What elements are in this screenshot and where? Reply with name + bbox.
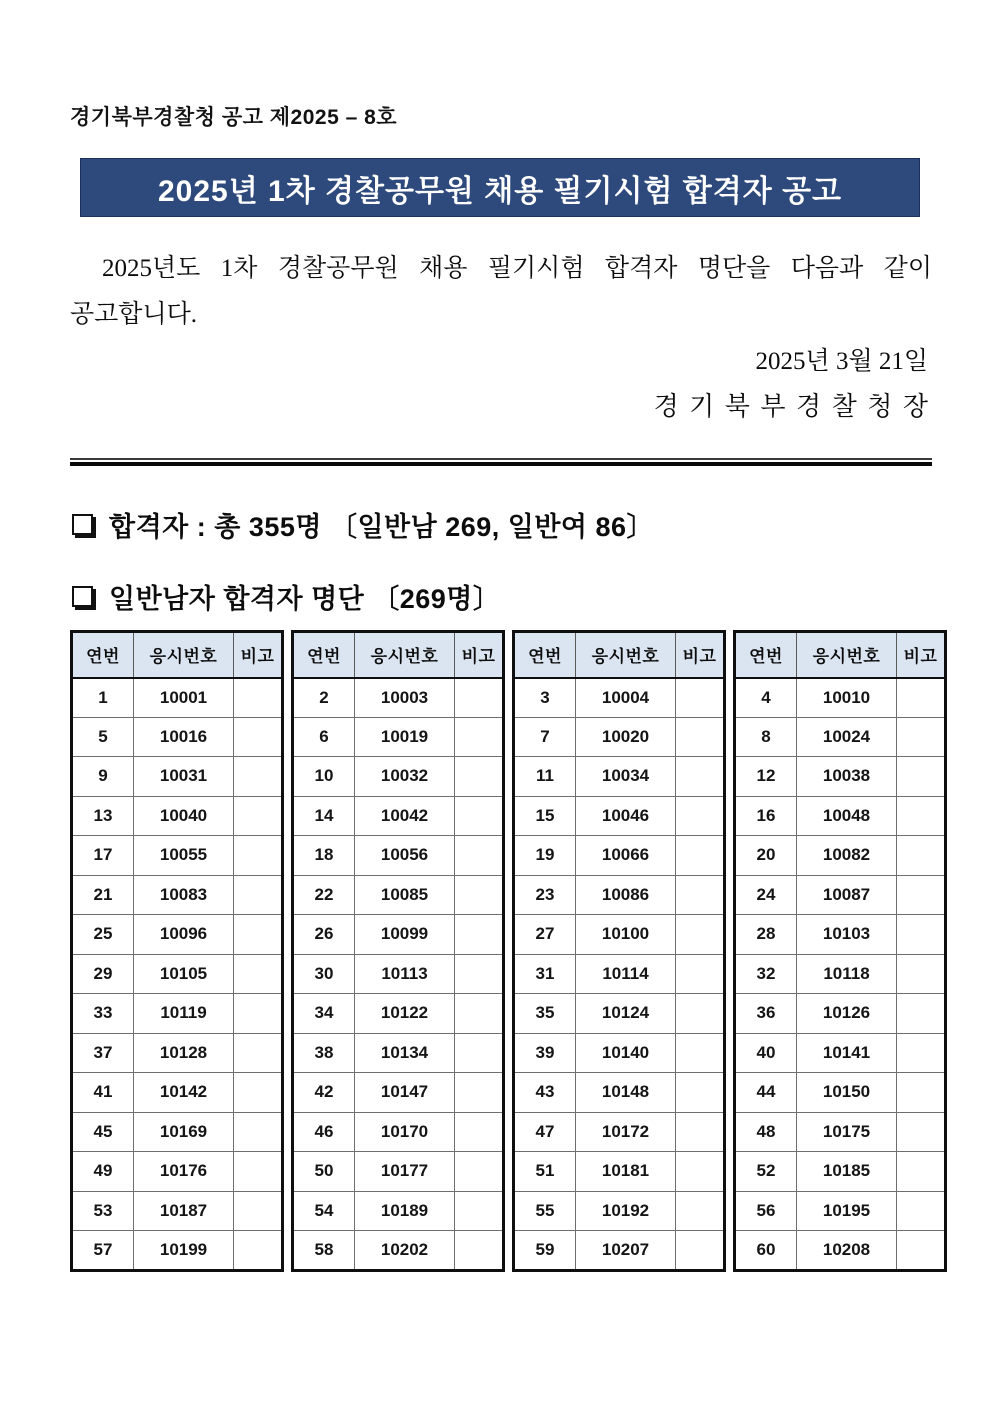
cell-serial: 58 [293,1231,355,1271]
cell-note [897,994,946,1034]
cell-exam-number: 10126 [797,994,897,1034]
cell-note [234,1191,283,1231]
cell-exam-number: 10195 [797,1191,897,1231]
cell-exam-number: 10114 [576,954,676,994]
cell-exam-number: 10087 [797,875,897,915]
cell-note [234,1231,283,1271]
cell-note [897,1191,946,1231]
cell-exam-number: 10177 [355,1152,455,1192]
cell-exam-number: 10031 [134,757,234,797]
cell-note [676,717,725,757]
cell-serial: 3 [514,678,576,718]
cell-exam-number: 10086 [576,875,676,915]
cell-note [234,1073,283,1113]
table-header-row [514,632,725,678]
table-row [735,954,946,994]
summary-heading: 합격자 : 총 355명 〔일반남 269, 일반여 86〕 [109,512,655,542]
table-row [735,1191,946,1231]
cell-serial: 24 [735,875,797,915]
cell-note [455,1033,504,1073]
summary-heading-row [72,505,654,544]
table-row [514,796,725,836]
cell-note [234,796,283,836]
signer-line: 경 기 북 부 경 찰 청 장 [653,392,930,421]
cell-exam-number: 10085 [355,875,455,915]
table-row [293,954,504,994]
cell-exam-number: 10010 [797,678,897,718]
cell-exam-number: 10019 [355,717,455,757]
table-row [293,757,504,797]
cell-serial: 52 [735,1152,797,1192]
cell-exam-number: 10141 [797,1033,897,1073]
cell-note [455,875,504,915]
results-table-group-1 [70,630,284,1272]
cell-exam-number: 10128 [134,1033,234,1073]
table-row [72,994,283,1034]
cell-serial: 2 [293,678,355,718]
table-row [72,757,283,797]
cell-note [897,678,946,718]
cell-note [234,757,283,797]
cell-note [897,915,946,955]
cell-note [897,954,946,994]
cell-note [234,1152,283,1192]
cell-exam-number: 10122 [355,994,455,1034]
divider-thick-line [70,462,932,466]
cell-note [455,836,504,876]
cell-serial: 34 [293,994,355,1034]
cell-exam-number: 10004 [576,678,676,718]
table-row [735,796,946,836]
cell-exam-number: 10199 [134,1231,234,1271]
cell-note [676,1231,725,1271]
cell-serial: 16 [735,796,797,836]
table-row [514,1112,725,1152]
cell-note [676,678,725,718]
cell-exam-number: 10066 [576,836,676,876]
table-row [72,1152,283,1192]
cell-serial: 41 [72,1073,134,1113]
cell-note [234,836,283,876]
cell-serial: 1 [72,678,134,718]
cell-note [676,1073,725,1113]
cell-serial: 59 [514,1231,576,1271]
cell-note [676,1033,725,1073]
cell-note [897,836,946,876]
cell-exam-number: 10140 [576,1033,676,1073]
cell-note [676,994,725,1034]
cell-exam-number: 10042 [355,796,455,836]
cell-exam-number: 10113 [355,954,455,994]
cell-serial: 6 [293,717,355,757]
cell-exam-number: 10034 [576,757,676,797]
cell-note [676,757,725,797]
table-row [293,1152,504,1192]
cell-exam-number: 10148 [576,1073,676,1113]
cell-exam-number: 10096 [134,915,234,955]
cell-exam-number: 10134 [355,1033,455,1073]
cell-note [234,915,283,955]
square-bullet-icon [72,514,93,535]
cell-exam-number: 10208 [797,1231,897,1271]
cell-note [455,678,504,718]
table-row [735,678,946,718]
cell-note [676,1191,725,1231]
table-row [514,875,725,915]
cell-exam-number: 10024 [797,717,897,757]
list-heading-row [72,577,500,616]
cell-serial: 55 [514,1191,576,1231]
table-row [293,1073,504,1113]
table-row [293,1033,504,1073]
cell-note [897,875,946,915]
table-row [735,994,946,1034]
cell-exam-number: 10016 [134,717,234,757]
cell-exam-number: 10103 [797,915,897,955]
cell-exam-number: 10001 [134,678,234,718]
cell-serial: 30 [293,954,355,994]
cell-serial: 48 [735,1112,797,1152]
table-row [72,954,283,994]
table-row [72,915,283,955]
cell-note [455,1152,504,1192]
cell-serial: 9 [72,757,134,797]
cell-serial: 13 [72,796,134,836]
table-header-cell: 연번 [735,632,797,678]
cell-exam-number: 10169 [134,1112,234,1152]
doc-number: 경기북부경찰청 공고 제2025 – 8호 [70,106,398,129]
table-row [72,717,283,757]
table-header-cell: 연번 [293,632,355,678]
cell-serial: 39 [514,1033,576,1073]
table-row [293,994,504,1034]
results-table-group-3 [512,630,726,1272]
cell-serial: 14 [293,796,355,836]
cell-note [455,915,504,955]
cell-exam-number: 10020 [576,717,676,757]
cell-note [455,757,504,797]
cell-serial: 25 [72,915,134,955]
table-header-cell: 응시번호 [797,632,897,678]
cell-note [897,1033,946,1073]
table-header-cell: 비고 [234,632,283,678]
cell-note [234,1033,283,1073]
table-header-cell: 연번 [514,632,576,678]
cell-serial: 43 [514,1073,576,1113]
cell-serial: 10 [293,757,355,797]
cell-serial: 49 [72,1152,134,1192]
cell-exam-number: 10032 [355,757,455,797]
cell-exam-number: 10142 [134,1073,234,1113]
table-row [514,994,725,1034]
cell-exam-number: 10189 [355,1191,455,1231]
cell-exam-number: 10118 [797,954,897,994]
cell-serial: 36 [735,994,797,1034]
list-heading: 일반남자 합격자 명단 〔269명〕 [109,584,501,614]
title-banner [80,158,920,217]
cell-exam-number: 10170 [355,1112,455,1152]
cell-note [455,1231,504,1271]
cell-exam-number: 10056 [355,836,455,876]
cell-serial: 47 [514,1112,576,1152]
cell-exam-number: 10192 [576,1191,676,1231]
cell-serial: 21 [72,875,134,915]
cell-serial: 27 [514,915,576,955]
cell-note [897,1231,946,1271]
cell-serial: 33 [72,994,134,1034]
cell-note [234,1112,283,1152]
cell-serial: 60 [735,1231,797,1271]
table-header-row [72,632,283,678]
table-row [293,1112,504,1152]
cell-exam-number: 10175 [797,1112,897,1152]
table-row [72,796,283,836]
cell-note [455,1191,504,1231]
cell-exam-number: 10038 [797,757,897,797]
cell-exam-number: 10187 [134,1191,234,1231]
table-row [72,1112,283,1152]
results-table-group-4 [733,630,947,1272]
date-line: 2025년 3월 21일 [755,348,928,375]
cell-exam-number: 10082 [797,836,897,876]
cell-serial: 56 [735,1191,797,1231]
table-row [293,836,504,876]
cell-serial: 45 [72,1112,134,1152]
table-row [72,1191,283,1231]
table-row [735,1231,946,1271]
cell-note [234,994,283,1034]
cell-exam-number: 10185 [797,1152,897,1192]
cell-note [897,757,946,797]
table-row [514,1152,725,1192]
cell-serial: 44 [735,1073,797,1113]
table-row [72,875,283,915]
table-row [293,915,504,955]
table-header-cell: 응시번호 [576,632,676,678]
table-row [293,678,504,718]
body-paragraph: 2025년도 1차 경찰공무원 채용 필기시험 합격자 명단을 다음과 같이 공고합니다. [70,255,932,328]
cell-note [455,994,504,1034]
cell-exam-number: 10083 [134,875,234,915]
cell-note [676,1112,725,1152]
cell-serial: 12 [735,757,797,797]
cell-serial: 46 [293,1112,355,1152]
cell-note [234,717,283,757]
cell-exam-number: 10100 [576,915,676,955]
cell-exam-number: 10150 [797,1073,897,1113]
cell-exam-number: 10099 [355,915,455,955]
cell-note [676,915,725,955]
table-row [72,1033,283,1073]
cell-note [234,678,283,718]
table-row [735,915,946,955]
cell-serial: 32 [735,954,797,994]
cell-exam-number: 10046 [576,796,676,836]
cell-serial: 37 [72,1033,134,1073]
cell-serial: 18 [293,836,355,876]
table-header-row [735,632,946,678]
table-header-row [293,632,504,678]
table-row [72,678,283,718]
cell-serial: 22 [293,875,355,915]
cell-serial: 35 [514,994,576,1034]
table-header-cell: 연번 [72,632,134,678]
cell-serial: 40 [735,1033,797,1073]
cell-exam-number: 10040 [134,796,234,836]
results-table-group-2 [291,630,505,1272]
cell-exam-number: 10124 [576,994,676,1034]
cell-note [676,1152,725,1192]
cell-note [455,1112,504,1152]
cell-note [455,954,504,994]
cell-exam-number: 10119 [134,994,234,1034]
table-row [514,1033,725,1073]
cell-exam-number: 10207 [576,1231,676,1271]
cell-note [234,954,283,994]
table-header-cell: 비고 [676,632,725,678]
cell-note [676,836,725,876]
table-row [514,915,725,955]
cell-serial: 20 [735,836,797,876]
table-header-cell: 비고 [897,632,946,678]
cell-exam-number: 10147 [355,1073,455,1113]
cell-note [455,1073,504,1113]
cell-note [234,875,283,915]
table-header-cell: 응시번호 [355,632,455,678]
table-row [735,1073,946,1113]
table-row [514,1231,725,1271]
table-row [735,717,946,757]
table-row [735,875,946,915]
cell-exam-number: 10202 [355,1231,455,1271]
cell-serial: 26 [293,915,355,955]
cell-exam-number: 10055 [134,836,234,876]
cell-serial: 4 [735,678,797,718]
table-row [293,796,504,836]
cell-serial: 8 [735,717,797,757]
cell-exam-number: 10105 [134,954,234,994]
table-header-cell: 비고 [455,632,504,678]
cell-note [455,717,504,757]
cell-note [897,796,946,836]
cell-exam-number: 10181 [576,1152,676,1192]
cell-exam-number: 10003 [355,678,455,718]
cell-serial: 15 [514,796,576,836]
cell-serial: 42 [293,1073,355,1113]
table-row [72,836,283,876]
cell-serial: 28 [735,915,797,955]
cell-serial: 17 [72,836,134,876]
table-row [293,1231,504,1271]
cell-serial: 57 [72,1231,134,1271]
page-title: 2025년 1차 경찰공무원 채용 필기시험 합격자 공고 [157,174,843,208]
cell-serial: 31 [514,954,576,994]
cell-serial: 54 [293,1191,355,1231]
table-row [514,836,725,876]
cell-note [676,796,725,836]
table-row [72,1231,283,1271]
cell-serial: 38 [293,1033,355,1073]
cell-serial: 5 [72,717,134,757]
cell-serial: 19 [514,836,576,876]
cell-note [897,1073,946,1113]
table-row [735,1112,946,1152]
cell-serial: 7 [514,717,576,757]
table-row [293,1191,504,1231]
cell-serial: 53 [72,1191,134,1231]
cell-note [455,796,504,836]
cell-exam-number: 10048 [797,796,897,836]
table-row [735,1152,946,1192]
double-rule-divider [70,458,932,466]
cell-exam-number: 10176 [134,1152,234,1192]
cell-exam-number: 10172 [576,1112,676,1152]
table-row [735,836,946,876]
table-row [514,678,725,718]
table-row [72,1073,283,1113]
cell-note [676,875,725,915]
table-row [293,875,504,915]
table-row [514,1073,725,1113]
cell-note [676,954,725,994]
cell-serial: 29 [72,954,134,994]
table-row [514,757,725,797]
table-row [514,1191,725,1231]
cell-note [897,1112,946,1152]
cell-serial: 51 [514,1152,576,1192]
cell-serial: 11 [514,757,576,797]
pass-list-table [70,630,938,1272]
cell-note [897,717,946,757]
cell-note [897,1152,946,1192]
divider-thin-line [70,458,932,460]
cell-serial: 50 [293,1152,355,1192]
table-row [735,757,946,797]
table-header-cell: 응시번호 [134,632,234,678]
table-row [735,1033,946,1073]
cell-serial: 23 [514,875,576,915]
square-bullet-icon [72,586,93,607]
table-row [514,954,725,994]
table-row [293,717,504,757]
table-row [514,717,725,757]
